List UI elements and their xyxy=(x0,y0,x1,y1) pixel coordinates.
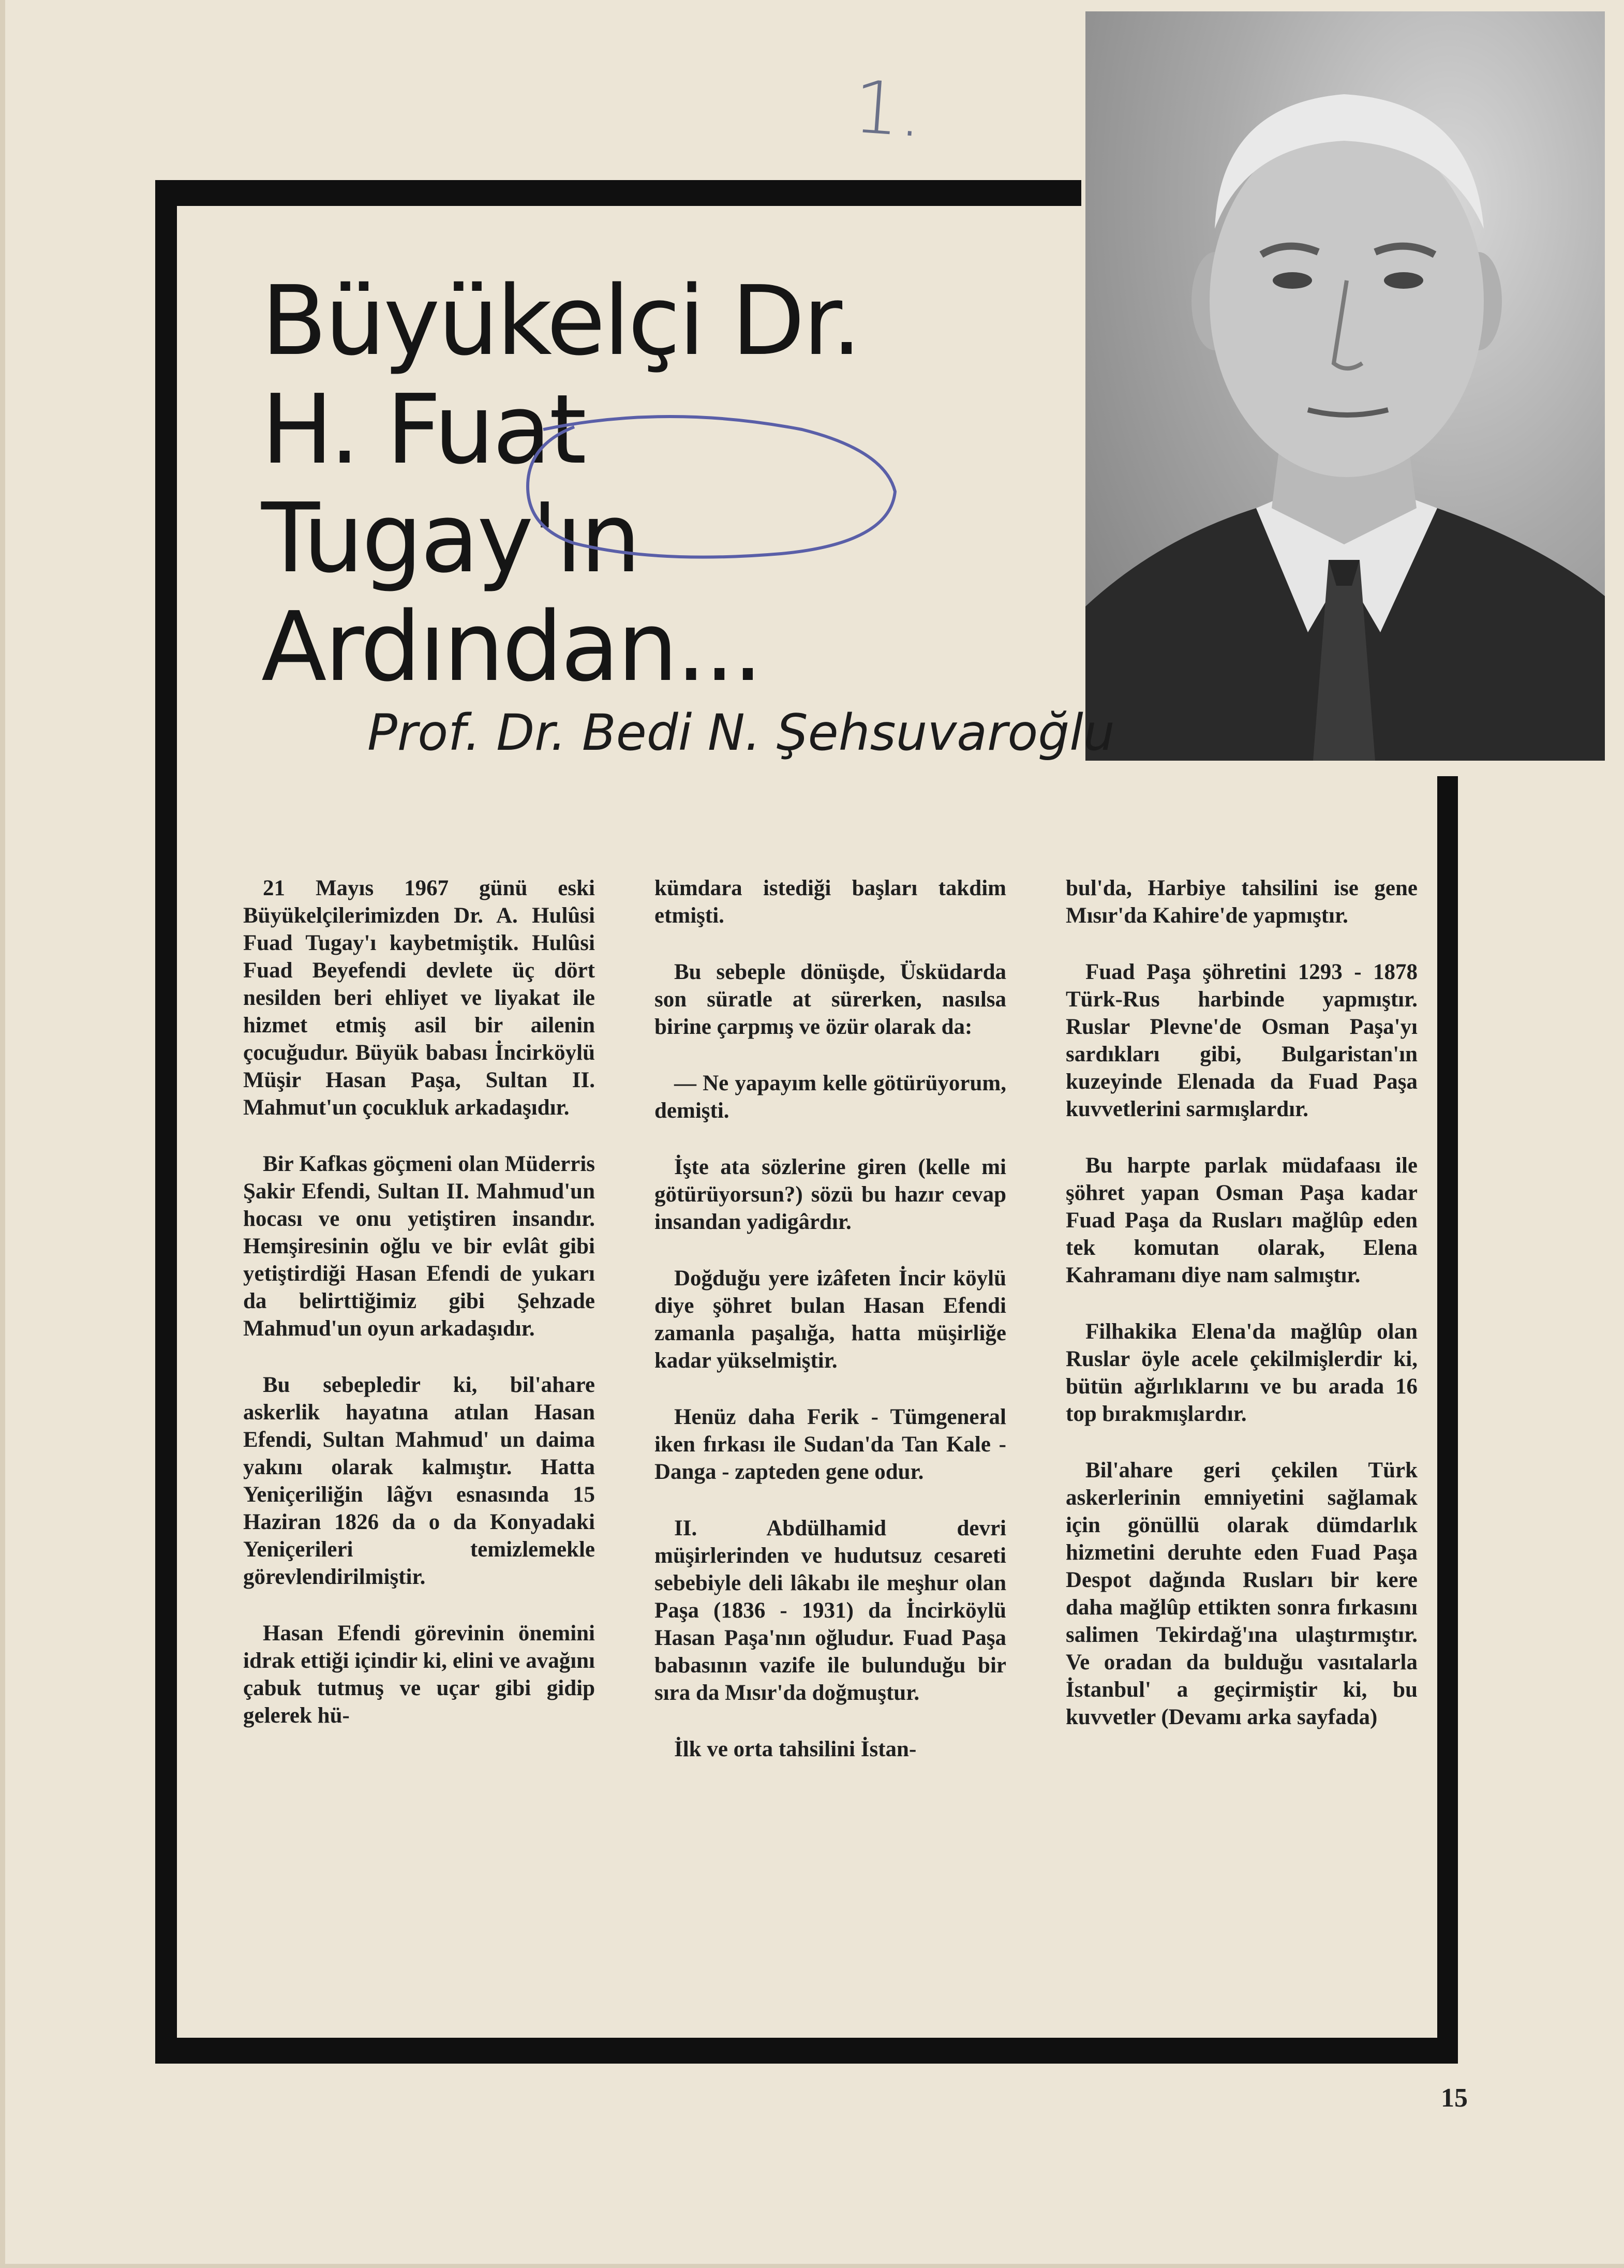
handwritten-mark: 1. xyxy=(851,65,926,154)
paragraph: Henüz daha Ferik - Tümgeneral iken fırkası ile Sudan'da Tan Kale - Danga - zapteden gene odur. xyxy=(654,1405,1006,1484)
paragraph: İşte ata sözlerine giren (kelle mi götürüyorsun?) sözü bu hazır cevap insandan yadigârdır. xyxy=(654,1155,1006,1234)
headline-line-2-name: H. Fuat xyxy=(261,374,585,485)
paragraph: Bu harpte parlak müdafaası ile şöhret yapan Osman Paşa kadar Fuad Paşa da Rusları mağlûp eden tek komutan olarak, Elena Kahramanı diye nam salmıştır. xyxy=(1066,1153,1418,1287)
paragraph: Bil'ahare geri çekilen Türk askerlerinin emniyetini sağlamak için gönüllü olarak dümdarlık hizmetini deruhte eden Fuad Paşa Despot dağında Rusları bir kere daha mağlûp ettikten sonra fırkasını salimen Tekirdağ'ına ulaştırmıştır. Ve oradan da bulduğu vasıtalarla İstanbul' a geçirmiştir ki, bu kuvvetler (Devamı arka sayfada) xyxy=(1066,1458,1418,1729)
paragraph: Bu sebepledir ki, bil'ahare askerlik hayatına atılan Hasan Efendi, Sultan Mahmud' un daima yakını olarak kalmıştır. Hatta Yeniçeriliğin lâğvı esnasında 15 Haziran 1826 da o da Konyadaki Yeniçerileri temizlemekle görevlendirilmiştir. xyxy=(243,1373,595,1589)
paragraph: bul'da, Harbiye tahsilini ise gene Mısır'da Kahire'de yapmıştır. xyxy=(1066,876,1418,928)
frame-right-border xyxy=(1437,776,1458,2064)
headline xyxy=(261,266,1115,701)
article-body xyxy=(243,874,1418,2013)
page-number: 15 xyxy=(1441,2083,1468,2113)
paragraph: kümdara istediği başları takdim etmişti. xyxy=(654,876,1006,928)
headline-line-3: Ardından... xyxy=(261,591,761,703)
frame-left-border xyxy=(155,180,177,2064)
article-column-3 xyxy=(1066,874,1418,2013)
paragraph: — Ne yapayım kelle götürüyorum, demişti. xyxy=(654,1071,1006,1123)
article-column-2 xyxy=(654,874,1006,2013)
article-column-1 xyxy=(243,874,595,2013)
portrait-photo xyxy=(1085,11,1605,761)
paragraph: II. Abdülhamid devri müşirlerinden ve hudutsuz cesareti sebebiyle deli lâkabı ile meşhur olan Paşa (1836 - 1931) da İncirköylü Hasan Paşa'nın oğludur. Fuad Paşa babasının vazife ile bulunduğu bir sıra da Mısır'da doğmuştur. xyxy=(654,1516,1006,1705)
headline-line-1: Büyükelçi Dr. xyxy=(261,265,860,377)
paragraph: Hasan Efendi görevinin önemini idrak ettiği içindir ki, elini ve avağını çabuk tutmuş ve uçar gibi gidip gelerek hü- xyxy=(243,1621,595,1728)
paragraph: Bu sebeple dönüşde, Üsküdarda son süratle at sürerken, nasılsa birine çarpmış ve özür olarak da: xyxy=(654,960,1006,1039)
frame-top-border xyxy=(155,180,1081,206)
headline-line-2 xyxy=(261,375,1115,592)
paragraph: Doğduğu yere izâfeten İncir köylü diye şöhret bulan Hasan Efendi zamanla paşalığa, hatta müşirliğe kadar yükselmiştir. xyxy=(654,1266,1006,1373)
frame-bottom-border xyxy=(155,2038,1456,2064)
paragraph: İlk ve orta tahsilini İstan- xyxy=(674,1737,917,1761)
paragraph: Fuad Paşa şöhretini 1293 - 1878 Türk-Rus harbinde yapmıştır. Ruslar Plevne'de Osman Paşa'yı sardıkları gibi, Bulgaristan'ın kuzeyinde Elenada da Fuad Paşa kuvvetlerini sarmışlardır. xyxy=(1066,960,1418,1121)
paragraph: Bir Kafkas göçmeni olan Müderris Şakir Efendi, Sultan II. Mahmud'un hocası ve onu yetiştiren insandır. Hemşiresinin oğlu ve bir evlât gibi yetiştirdiği Hasan Efendi de yukarı da belirttiğimiz gibi Şehzade Mahmud'un oyun arkadaşıdır. xyxy=(243,1152,595,1341)
author-byline: Prof. Dr. Bedi N. Şehsuvaroğlu xyxy=(367,704,1115,762)
paragraph: 21 Mayıs 1967 günü eski Büyükelçilerimizden Dr. A. Hulûsi Fuad Tugay'ı kaybetmiştik. Hulûsi Fuad Beyefendi devlete üç dört nesilden beri ehliyet ve liyakat ile hizmet etmiş asil bir ailenin çocuğudur. Büyük babası İncirköylü Müşir Hasan Paşa, Sultan II. Mahmut'un çocukluk arkadaşıdır. xyxy=(243,876,595,1120)
headline-circled-surname: Tugay'ın xyxy=(261,482,639,594)
paragraph: Filhakika Elena'da mağlûp olan Ruslar öyle acele çekilmişlerdir ki, bütün ağırlıklarını ve bu arada 16 top bırakmışlardır. xyxy=(1066,1320,1418,1426)
